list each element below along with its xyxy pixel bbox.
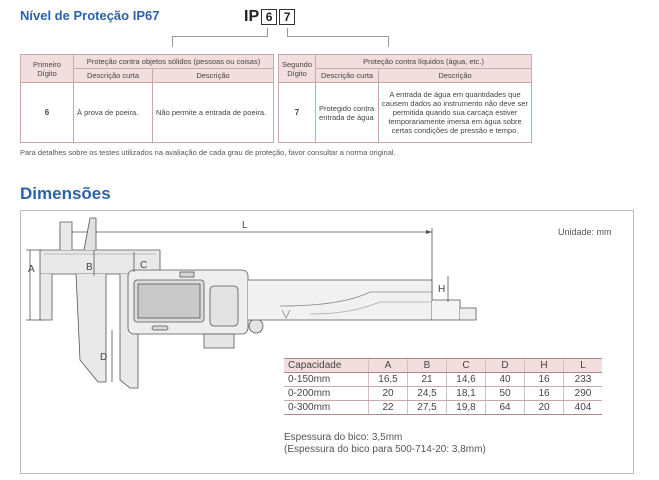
label-L: L <box>242 220 248 231</box>
dimensions-title: Dimensões <box>20 184 111 203</box>
solids-short-header: Descrição curta <box>74 69 153 83</box>
table-cell: 22 <box>369 401 408 415</box>
liquids-short: Protegido contra entrada de água <box>316 83 379 143</box>
table-cell: 290 <box>564 387 603 401</box>
liquids-desc: A entrada de água em quantidades que causem dados ao instrumento não deve ser permitida quando sua carcaça estiver temporariamente imersa em água sobre certas condições de pressão e tempo. <box>379 83 532 143</box>
column-header-4: D <box>486 359 525 373</box>
table-cell: 27,5 <box>408 401 447 415</box>
ip-prefix: IP <box>244 8 260 25</box>
unit-label: Unidade: mm <box>558 227 612 237</box>
column-header-3: C <box>447 359 486 373</box>
solids-group-header: Proteção contra objetos sólidos (pessoas ou coisas) <box>74 55 274 69</box>
table-row <box>284 401 602 415</box>
column-header-2: B <box>408 359 447 373</box>
column-header-6: L <box>564 359 603 373</box>
table-cell: 233 <box>564 373 603 387</box>
solids-short: À prova de poeira. <box>74 83 153 143</box>
table-cell: 0-200mm <box>284 387 369 401</box>
liquids-desc-header: Descrição <box>379 69 532 83</box>
table-cell: 20 <box>369 387 408 401</box>
label-B: B <box>86 262 93 273</box>
table-cell: 0-150mm <box>284 373 369 387</box>
ip-title: Nível de Proteção IP67 <box>20 8 160 23</box>
ip-test-note: Para detalhes sobre os testes utilizados na avaliação de cada grau de proteção, favor consultar a norma original. <box>20 148 396 157</box>
table-cell: 21 <box>408 373 447 387</box>
jaw-thickness-alt: (Espessura do bico para 500-714-20: 3,8mm) <box>284 444 486 455</box>
table-cell: 50 <box>486 387 525 401</box>
table-cell: 14,6 <box>447 373 486 387</box>
table-cell: 18,1 <box>447 387 486 401</box>
table-cell: 404 <box>564 401 603 415</box>
table-cell: 40 <box>486 373 525 387</box>
dimensions-table <box>284 358 602 415</box>
bracket-second-digit <box>288 36 389 47</box>
label-D: D <box>100 352 108 363</box>
table-cell: 16 <box>525 373 564 387</box>
column-header-0: Capacidade <box>284 359 369 373</box>
label-A: A <box>28 264 35 275</box>
table-cell: 20 <box>525 401 564 415</box>
solids-desc: Não permite a entrada de poeira. <box>153 83 274 143</box>
ip-code <box>244 8 295 26</box>
label-C: C <box>140 260 148 271</box>
table-cell: 16 <box>525 387 564 401</box>
table-cell: 16,5 <box>369 373 408 387</box>
first-digit-header: Primeiro Dígito <box>21 55 74 83</box>
table-cell: 0-300mm <box>284 401 369 415</box>
ip-second-digit-box: 7 <box>279 9 295 25</box>
solids-digit: 6 <box>21 83 74 143</box>
liquids-protection-table <box>278 54 532 143</box>
table-cell: 64 <box>486 401 525 415</box>
label-H: H <box>438 284 446 295</box>
second-digit-header: Segundo Dígito <box>279 55 316 83</box>
liquids-group-header: Proteção contra líquidos (água, etc.) <box>316 55 532 69</box>
table-cell: 19,8 <box>447 401 486 415</box>
solids-protection-table <box>20 54 274 143</box>
ip-first-digit-box: 6 <box>261 9 277 25</box>
liquids-digit: 7 <box>279 83 316 143</box>
solids-desc-header: Descrição <box>153 69 274 83</box>
table-cell: 24,5 <box>408 387 447 401</box>
bracket-first-digit <box>172 36 267 47</box>
column-header-1: A <box>369 359 408 373</box>
column-header-5: H <box>525 359 564 373</box>
table-row <box>284 373 602 387</box>
table-row <box>284 387 602 401</box>
liquids-short-header: Descrição curta <box>316 69 379 83</box>
jaw-thickness: Espessura do bico: 3,5mm <box>284 432 403 443</box>
